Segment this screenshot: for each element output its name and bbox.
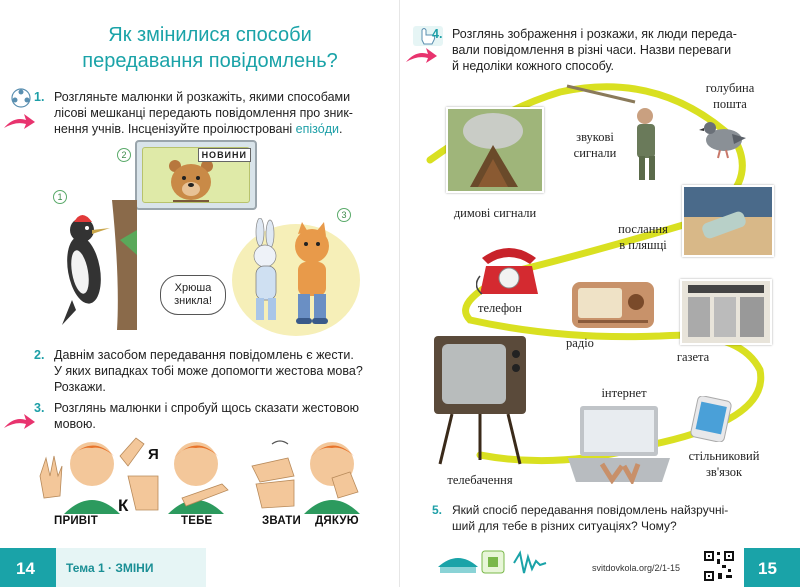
resource-url[interactable]: svitdovkola.org/2/1-15 — [592, 563, 681, 573]
sign-letter-ya: Я — [148, 446, 159, 463]
title-line-2: передавання повідомлень? — [82, 50, 338, 72]
label-television: телебачення — [447, 473, 513, 487]
label-smoke-signals: димові сигнали — [453, 206, 537, 220]
label-sound-signals: звукові сигнали — [573, 130, 617, 160]
sign-caption: ЗВАТИ — [262, 515, 301, 527]
task-line: У яких випадках тобі може допомогти жестова мова? — [54, 364, 363, 378]
radio-photo — [570, 278, 656, 332]
task-number: 1. — [34, 90, 45, 104]
label-internet: інтернет — [601, 386, 647, 400]
pigeon-photo — [698, 112, 748, 160]
label-radio: радіо — [566, 336, 594, 350]
sign-letter-k: К — [118, 496, 129, 515]
page-number-right: 15 — [758, 559, 777, 578]
laptop-photo — [566, 404, 672, 484]
topic-label: Тема 1 · ЗМІНИ — [66, 561, 154, 575]
sign-caption: ДЯКУЮ — [315, 515, 359, 527]
task-line: Який спосіб передавання повідомлень найзручні- — [452, 503, 729, 517]
task-number: 5. — [432, 503, 443, 517]
task-line: Розгляньте малюнки й розкажіть, якими способами — [54, 90, 351, 104]
sign-caption: ТЕБЕ — [181, 515, 213, 527]
television-photo — [432, 334, 528, 466]
figure-number-2: 2 — [117, 148, 131, 162]
label-newspaper: газета — [676, 350, 710, 364]
newspaper-photo — [680, 279, 772, 345]
figure-number-1: 1 — [53, 190, 67, 204]
episodes-link[interactable]: епізо́ди — [295, 122, 339, 136]
task-line: Розглянь зображення і розкажи, як люди переда- — [452, 27, 737, 41]
task-5 — [432, 502, 782, 534]
task-line: нення учнів. Інсценізуйте проілюстровані епізо́ди. — [54, 122, 343, 136]
task-number: 4. — [432, 27, 443, 41]
label-message-in-bottle: послання в пляшці — [618, 222, 668, 252]
sign-caption: ПРИВІТ — [54, 515, 98, 527]
footer-icons — [432, 547, 562, 577]
task-line: Розглянь малюнки і спробуй щось сказати жестовою — [54, 401, 360, 415]
smartphone-photo — [688, 396, 734, 442]
task-line: Давнім засобом передавання повідомлень є жести. — [54, 348, 354, 362]
label-mobile-communication: стільниковий зв'язок — [688, 449, 760, 479]
task-number: 3. — [34, 401, 45, 415]
task-number: 2. — [34, 348, 45, 362]
speech-bubble: Хрюша зникла! — [160, 275, 226, 315]
title-line-1: Як змінилися способи — [108, 24, 312, 46]
figure-number-3: 3 — [337, 208, 351, 222]
task-line: й недоліки кожного способу. — [452, 59, 615, 73]
rotary-phone-photo — [476, 236, 542, 296]
task-line: Розкажи. — [54, 380, 106, 394]
page-number-left: 14 — [16, 559, 35, 578]
task-line: мовою. — [54, 417, 96, 431]
smoke-signal-photo — [446, 107, 544, 193]
label-phone: телефон — [478, 301, 522, 315]
news-label: НОВИНИ — [198, 148, 251, 162]
label-pigeon-post: голубина пошта — [705, 81, 755, 111]
task-line: вали повідомлення в різні часи. Назви переваги — [452, 43, 732, 57]
task-line: лісові мешканці передають повідомлення про зник- — [54, 106, 353, 120]
bottle-message-photo — [682, 185, 774, 257]
qr-code-icon[interactable] — [702, 549, 736, 583]
task-line: ший для тебе в різних ситуаціях? Чому? — [452, 519, 677, 533]
